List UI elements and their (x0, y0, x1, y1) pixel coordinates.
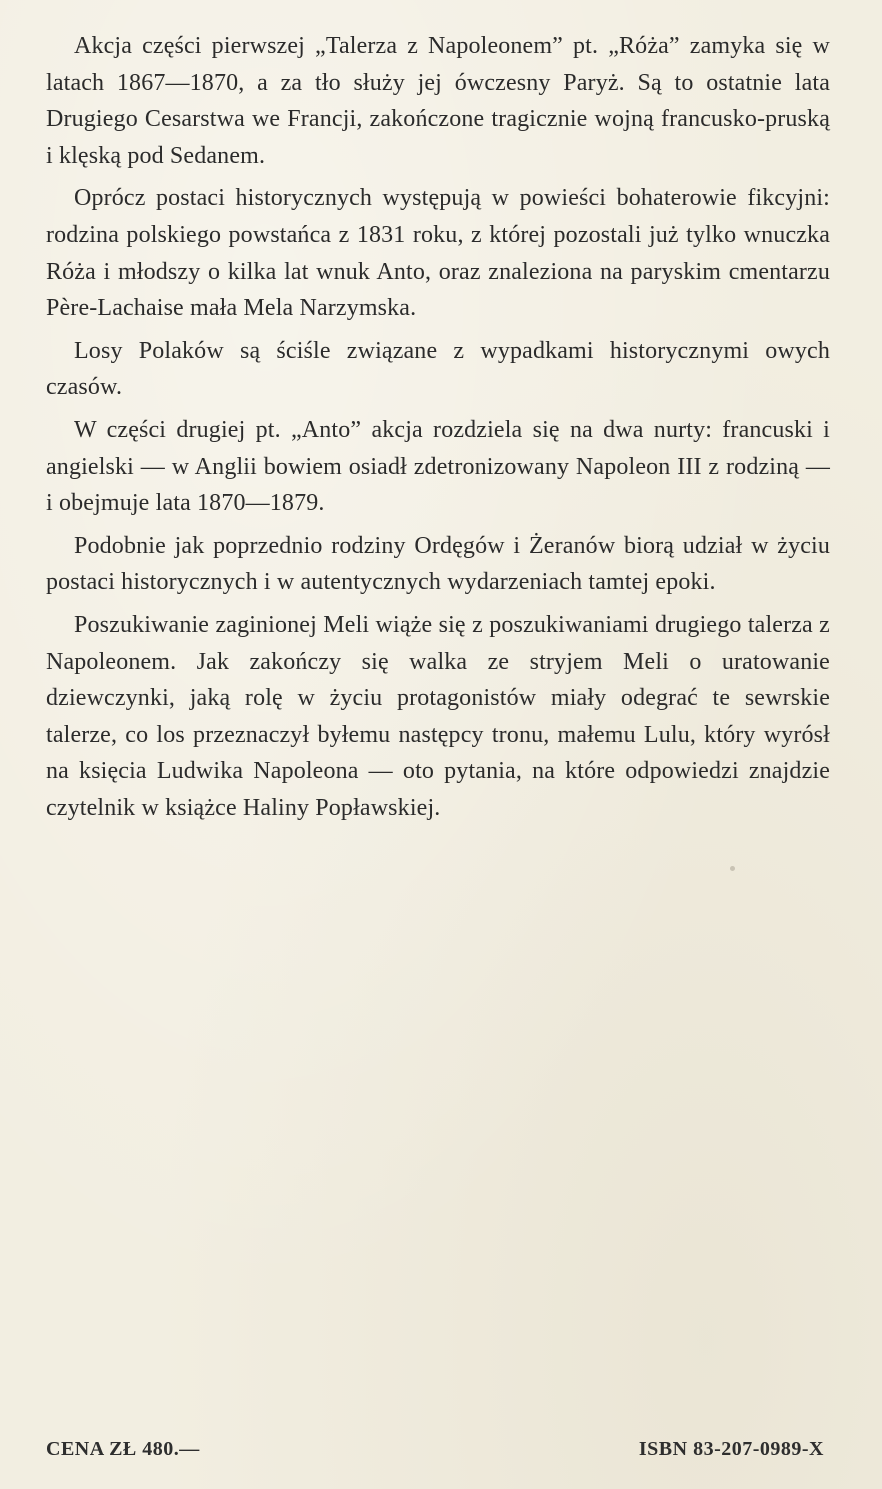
blurb-text (46, 28, 830, 832)
paragraph-4: W części drugiej pt. „Anto” akcja rozdziela się na dwa nurty: francuski i angielski — w Anglii bowiem osiadł zdetronizowany Napoleon III z rodziną — i obejmuje lata 1870—1879. (46, 416, 830, 517)
paper-speck (730, 866, 735, 871)
isbn-label: ISBN 83-207-0989-X (638, 1438, 824, 1460)
price-label: CENA ZŁ 480.— (46, 1438, 200, 1460)
paragraph-6: Poszukiwanie zaginionej Meli wiąże się z poszukiwaniami drugiego talerza z Napoleonem. Jak zakończy się walka ze stryjem Meli o uratowanie dziewczynki, jaką rolę w życiu protagonistów miały odegrać te sewrskie talerze, co los przeznaczył byłemu następcy tronu, małemu Lulu, który wyrósł na księcia Ludwika Napoleona — oto pytania, na które odpowiedzi znajdzie czytelnik w książce Haliny Popławskiej. (46, 611, 830, 821)
paragraph-1: Akcja części pierwszej „Talerza z Napoleonem” pt. „Róża” zamyka się w latach 1867—1870, a za tło służy jej ówczesny Paryż. Są to ostatnie lata Drugiego Cesarstwa we Francji, zakończone tragicznie wojną francusko-pruską i klęską pod Sedanem. (46, 33, 830, 169)
paragraph-5: Podobnie jak poprzednio rodziny Ordęgów i Żeranów biorą udział w życiu postaci historycznych i w autentycznych wydarzeniach tamtej epoki. (46, 532, 830, 596)
paragraph-2: Oprócz postaci historycznych występują w powieści bohaterowie fikcyjni: rodzina polskiego powstańca z 1831 roku, z której pozostali już tylko wnuczka Róża i młodszy o kilka lat wnuk Anto, oraz znaleziona na paryskim cmentarzu Père-Lachaise mała Mela Narzymska. (46, 185, 830, 322)
footer (46, 1438, 824, 1461)
paragraph-3: Losy Polaków są ściśle związane z wypadkami historycznymi owych czasów. (46, 337, 830, 401)
